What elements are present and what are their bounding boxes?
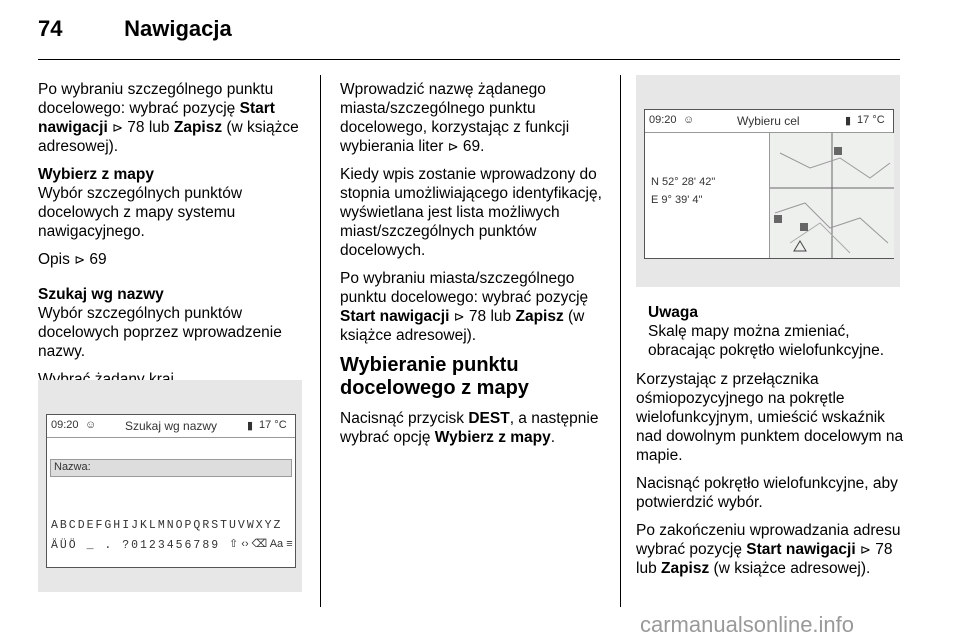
text: Wybór szczególnych punktów docelowych poprzez wprowadzenie nazwy. bbox=[38, 305, 282, 360]
compass-icon: ☺ bbox=[683, 114, 695, 126]
watermark: carmanualsonline.info bbox=[640, 612, 855, 637]
page-number: 74 bbox=[38, 16, 63, 41]
section-szukaj-wg-nazwy bbox=[38, 285, 308, 361]
paragraph bbox=[636, 521, 906, 578]
screen-title: Szukaj wg nazwy bbox=[125, 419, 218, 433]
keyboard-controls[interactable] bbox=[229, 537, 293, 550]
column-3 bbox=[636, 303, 906, 587]
text: Opis bbox=[38, 251, 75, 268]
text: 78 lub bbox=[636, 541, 893, 577]
bold-term: Zapisz bbox=[515, 308, 564, 325]
phone-icon: ▮ bbox=[247, 420, 254, 432]
status-bar bbox=[645, 110, 893, 133]
ref-arrow-icon: ⊳ bbox=[447, 139, 459, 154]
bold-term: Wybierz z mapy bbox=[434, 429, 551, 446]
bold-term: DEST bbox=[468, 410, 510, 427]
ref-arrow-icon: ⊳ bbox=[112, 120, 123, 135]
section-heading: Wybieranie punktu docelowego z mapy bbox=[340, 354, 529, 399]
display-frame bbox=[46, 414, 296, 568]
text: (w książce adresowej). bbox=[709, 560, 871, 577]
screen-title: Wybieru cel bbox=[737, 114, 800, 128]
column-2 bbox=[340, 80, 604, 456]
text: , a następnie wybrać opcję bbox=[340, 410, 599, 446]
longitude: E 9° 39' 4" bbox=[651, 194, 703, 206]
header-rule bbox=[38, 59, 900, 60]
text: Po wybraniu miasta/szczególnego punktu docelowego: wybrać pozycję bbox=[340, 270, 589, 306]
paragraph: Nacisnąć pokrętło wielofunkcyjne, aby potwierdzić wybór. bbox=[636, 475, 898, 511]
text: Po wybraniu szczególnego punktu docelowego: wybrać pozycję bbox=[38, 81, 274, 117]
text: (w książce adresowej). bbox=[38, 119, 299, 155]
phone-icon: ▮ bbox=[845, 115, 852, 127]
backspace-icon[interactable]: ⌫ bbox=[251, 538, 268, 550]
map-screen-illustration bbox=[636, 75, 900, 287]
paragraph: Korzystając z przełącznika ośmiopozycyjnego na pokrętle wielofunkcyjnym, umieścić wskaźnik nad dowolnym punktem docelowym na mapie. bbox=[636, 371, 904, 464]
bold-term: Start nawigacji bbox=[340, 308, 450, 325]
keyboard-row-digits[interactable]: ÄÜÖ _ . ?0123456789 bbox=[51, 539, 221, 552]
column-divider bbox=[320, 75, 321, 607]
ref-arrow-icon: ⊳ bbox=[74, 252, 86, 267]
clock: 09:20 bbox=[649, 114, 677, 126]
text: Wprowadzić nazwę żądanego miasta/szczególnego punktu docelowego, korzystając z funkcji wybierania liter bbox=[340, 81, 570, 155]
text: 69 bbox=[85, 251, 107, 268]
page-header bbox=[38, 16, 232, 42]
text: Skalę mapy można zmieniać, obracając pokrętło wielofunkcyjne. bbox=[648, 323, 885, 359]
paragraph bbox=[340, 409, 604, 447]
page-title: Nawigacja bbox=[124, 16, 232, 41]
note bbox=[636, 303, 906, 360]
paragraph bbox=[340, 80, 604, 156]
section-heading: Wybierz z mapy bbox=[38, 166, 155, 183]
text: Nacisnąć przycisk bbox=[340, 410, 469, 427]
name-input[interactable] bbox=[50, 459, 292, 477]
ref-arrow-icon: ⊳ bbox=[859, 542, 871, 557]
bold-term: Zapisz bbox=[173, 119, 223, 136]
text: 69. bbox=[458, 138, 485, 155]
text: Wybór szczególnych punktów docelowych z mapy systemu nawigacyjnego. bbox=[38, 185, 243, 240]
bold-term: Start nawigacji bbox=[746, 541, 856, 558]
shift-icon[interactable]: ⇧ bbox=[229, 538, 239, 550]
arrows-icon[interactable]: ‹› bbox=[241, 538, 249, 550]
map-graphic bbox=[770, 133, 894, 258]
section-heading: Szukaj wg nazwy bbox=[38, 286, 164, 303]
screen-illustration bbox=[38, 380, 302, 592]
column-1 bbox=[38, 80, 308, 398]
keyboard-row-letters[interactable]: ABCDEFGHIJKLMNOPQRSTUVWXYZ bbox=[51, 519, 283, 532]
paragraph bbox=[340, 269, 604, 345]
text: . bbox=[550, 429, 556, 446]
bold-term: Zapisz bbox=[661, 560, 710, 577]
list-icon[interactable]: ≡ bbox=[286, 538, 293, 550]
temperature: 17 °C bbox=[259, 419, 287, 431]
latitude: N 52° 28' 42" bbox=[651, 176, 716, 188]
compass-icon: ☺ bbox=[85, 419, 97, 431]
paragraph bbox=[38, 250, 308, 269]
text: Po zakończeniu wprowadzania adresu wybrać pozycję bbox=[636, 522, 901, 558]
column-divider bbox=[620, 75, 621, 607]
text: 78 lub bbox=[464, 308, 516, 325]
text: (w książce adresowej). bbox=[340, 308, 585, 344]
field-label: Nazwa: bbox=[54, 461, 91, 473]
paragraph bbox=[38, 80, 308, 156]
note-heading: Uwaga bbox=[648, 304, 698, 321]
display-frame bbox=[644, 109, 894, 259]
ref-arrow-icon: ⊳ bbox=[453, 309, 465, 324]
paragraph: Kiedy wpis zostanie wprowadzony do stopnia umożliwiającego identyfikację, wyświetlana jest lista możliwych miast/szczególnych punktów docelowych. bbox=[340, 166, 602, 259]
bold-term: Start nawigacji bbox=[38, 100, 275, 136]
section-wybierz-z-mapy bbox=[38, 165, 308, 241]
clock: 09:20 bbox=[51, 419, 79, 431]
map-view[interactable] bbox=[769, 133, 894, 258]
text: 78 lub bbox=[123, 119, 174, 136]
status-bar bbox=[47, 415, 295, 438]
case-icon[interactable]: Aa bbox=[269, 538, 284, 550]
temperature: 17 °C bbox=[857, 114, 885, 126]
